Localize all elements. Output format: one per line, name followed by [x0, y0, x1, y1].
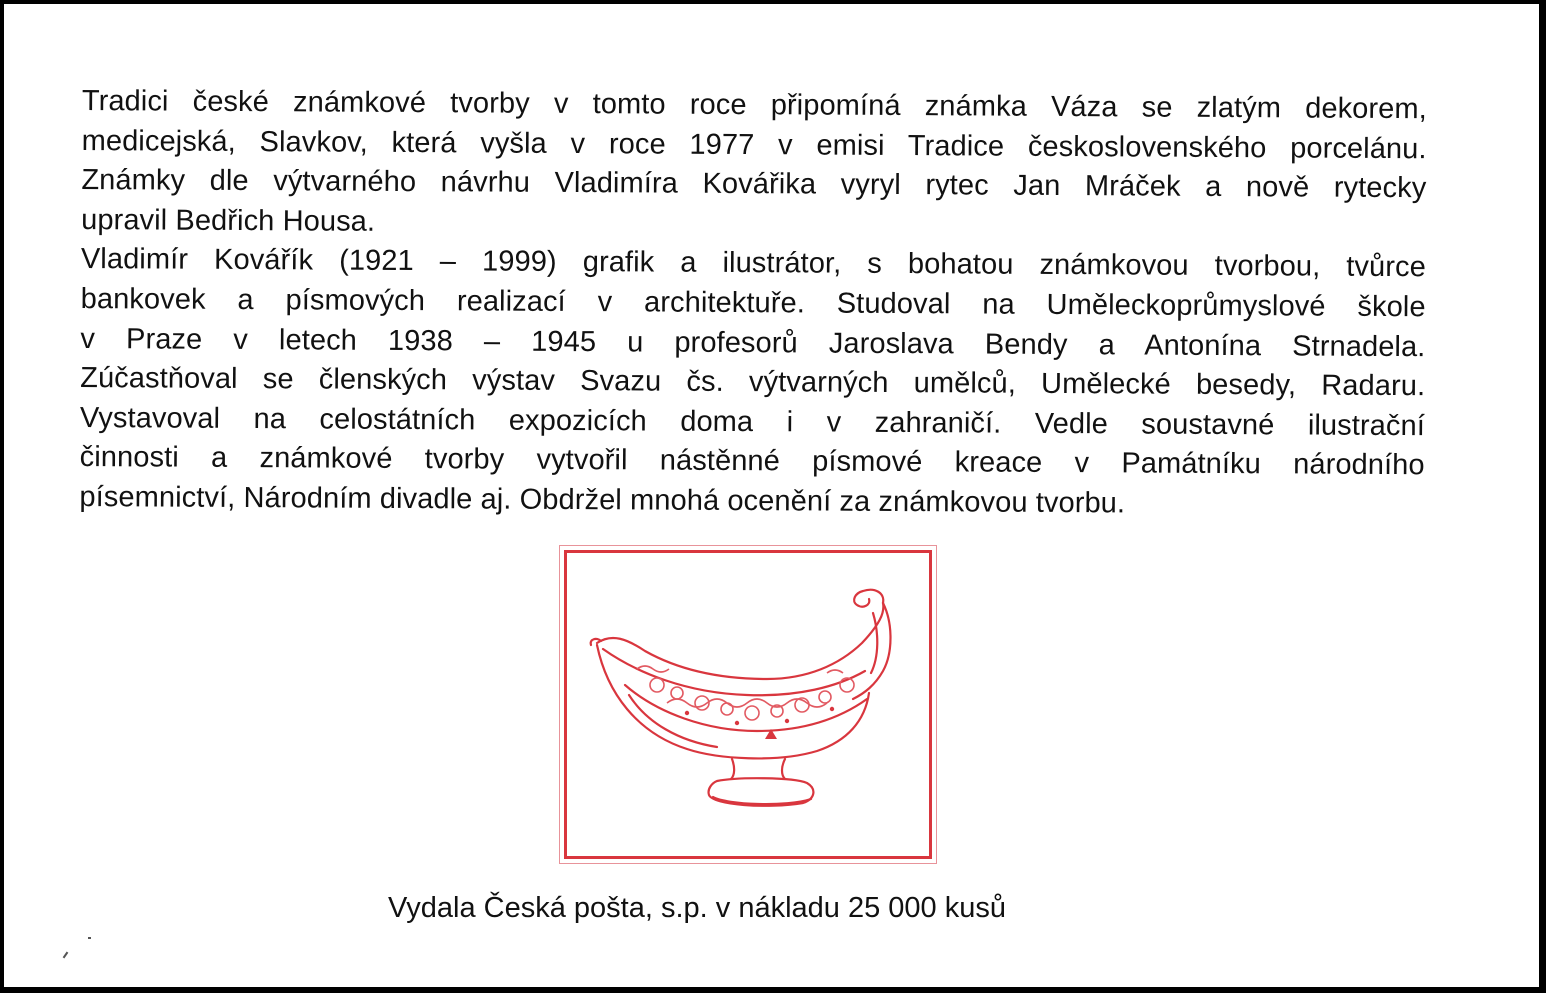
- text-line-11: písemnictví, Národním divadle aj. Obdržel mnohá ocenění za známkovou tvorbu.: [79, 480, 1126, 520]
- publisher-footer: Vydala Česká pošta, s.p. v nákladu 25 000 kusů: [388, 892, 1006, 924]
- text-line-9: Vystavoval na celostátních expozicích doma i v zahraničí. Vedle soustavné ilustrační: [79, 401, 1426, 442]
- text-line-3: Známky dle výtvarného návrhu Vladimíra Kovářika vyryl rytec Jan Mráček a nově rytecky: [81, 164, 1427, 205]
- text-line-2: medicejská, Slavkov, která vyšla v roce 1977 v emisi Tradice československého porcelánu.: [81, 124, 1427, 165]
- text-line-7: v Praze v letech 1938 – 1945 u profesorů Jaroslava Bendy a Antonína Strnadela.: [80, 322, 1426, 363]
- text-line-6: bankovek a písmových realizací v architektuře. Studoval na Uměleckoprůmyslové škole: [80, 282, 1426, 324]
- description-text: [79, 82, 1427, 526]
- text-line-1: Tradici české známkové tvorby v tomto roce připomíná známka Váza se zlatým dekorem,: [81, 84, 1427, 126]
- text-line-8: Zúčastňoval se členských výstav Svazu čs. výtvarných umělců, Umělecké besedy, Radaru.: [80, 362, 1426, 403]
- text-line-4: upravil Bedřich Housa.: [81, 203, 376, 238]
- text-line-5: Vladimír Kovářík (1921 – 1999) grafik a ilustrátor, s bohatou známkovou tvorbou, tvůrce: [80, 243, 1426, 284]
- leaflet-card: [4, 4, 1539, 987]
- scan-speck: [63, 952, 69, 959]
- text-line-10: činnosti a známkové tvorby vytvořil nástěnné písmové kreace v Památníku národního: [79, 441, 1425, 482]
- scan-speck: [88, 937, 91, 939]
- stamp-illustration-frame: [564, 550, 932, 859]
- gravy-boat-vase-icon: [567, 553, 929, 856]
